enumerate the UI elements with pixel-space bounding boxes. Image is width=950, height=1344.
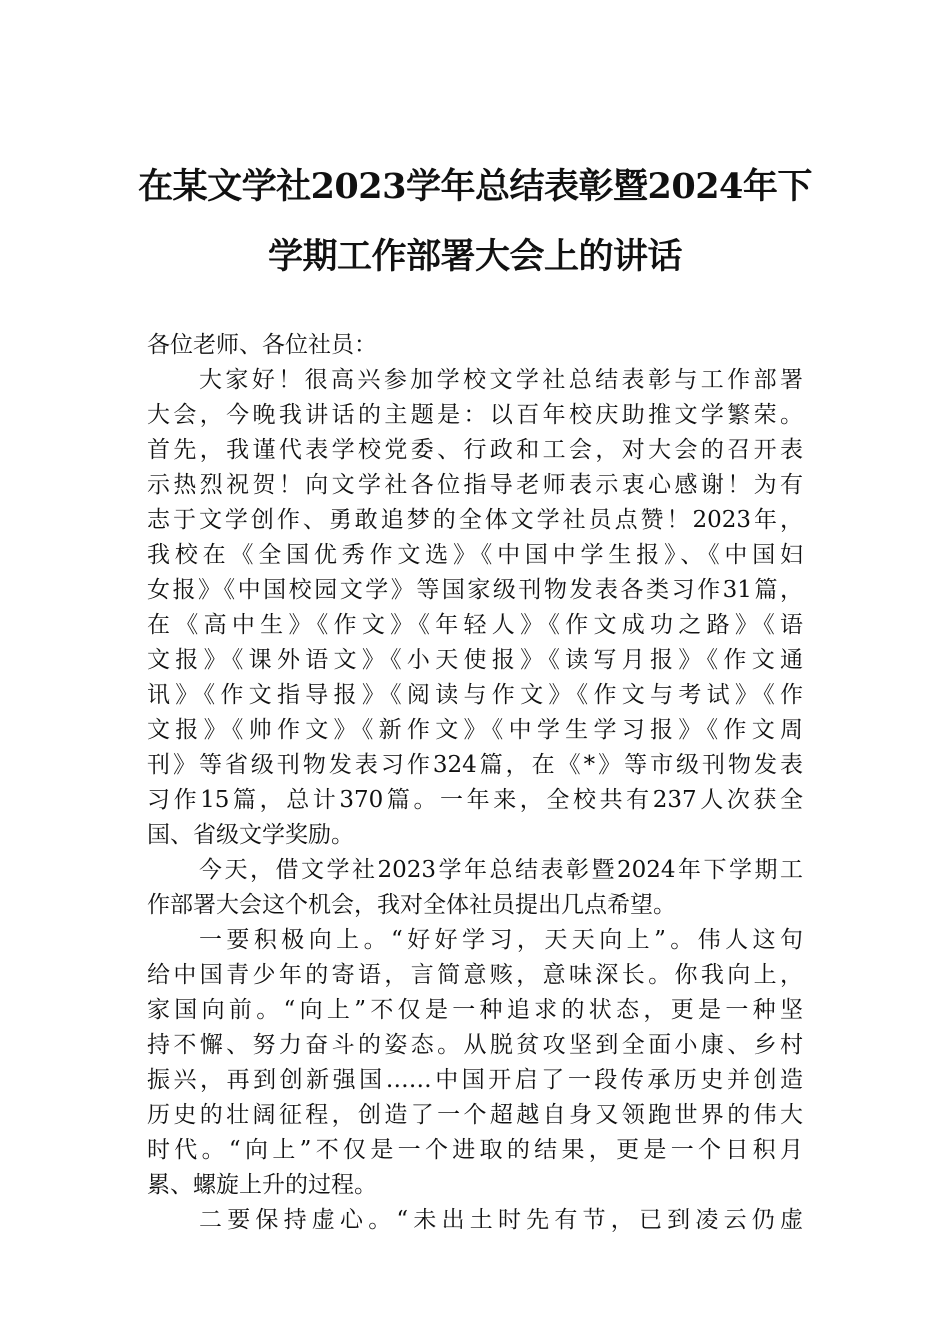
- body-line: 今天，借文学社2023学年总结表彰暨2024年下学期工: [199, 857, 803, 883]
- body-line: 刊》等省级刊物发表习作324篇，在《*》等市级刊物发表: [147, 752, 803, 778]
- salutation: 各位老师、各位社员：: [147, 332, 377, 358]
- body-line: 示热烈祝贺！向文学社各位指导老师表示衷心感谢！为有: [147, 472, 803, 498]
- body-line: 时代。“向上”不仅是一个进取的结果，更是一个日积月: [147, 1137, 803, 1163]
- body-line: 文报》《帅作文》《新作文》《中学生学习报》《作文周: [147, 717, 803, 743]
- body-line: 大会，今晚我讲话的主题是：以百年校庆助推文学繁荣。: [147, 402, 803, 428]
- body-line: 文报》《课外语文》《小天使报》《读写月报》《作文通: [147, 647, 803, 673]
- body-line: 大家好！很高兴参加学校文学社总结表彰与工作部署: [199, 367, 803, 393]
- body-line: 给中国青少年的寄语，言简意赅，意味深长。你我向上，: [147, 962, 803, 988]
- body-line: 国、省级文学奖励。: [147, 822, 354, 848]
- body-line: 历史的壮阔征程，创造了一个超越自身又领跑世界的伟大: [147, 1102, 803, 1128]
- body-line: 讯》《作文指导报》《阅读与作文》《作文与考试》《作: [147, 682, 803, 708]
- body-line: 习作15篇，总计370篇。一年来，全校共有237人次获全: [147, 787, 803, 813]
- body-line: 作部署大会这个机会，我对全体社员提出几点希望。: [147, 892, 676, 918]
- body-line: 家国向前。“向上”不仅是一种追求的状态，更是一种坚: [147, 997, 803, 1023]
- body-line: 在《高中生》《作文》《年轻人》《作文成功之路》《语: [147, 612, 803, 638]
- document-title-line-1: 在某文学社2023学年总结表彰暨2024年下: [138, 166, 812, 207]
- body-line: 二要保持虚心。“未出土时先有节，已到凌云仍虚: [199, 1207, 803, 1233]
- body-line: 我校在《全国优秀作文选》《中国中学生报》、《中国妇: [147, 542, 803, 568]
- body-line: 累、螺旋上升的过程。: [147, 1172, 377, 1198]
- body-line: 首先，我谨代表学校党委、行政和工会，对大会的召开表: [147, 437, 803, 463]
- body-line: 一要积极向上。“好好学习，天天向上”。伟人这句: [199, 927, 803, 953]
- body-line: 振兴，再到创新强国……中国开启了一段传承历史并创造: [147, 1067, 803, 1093]
- body-line: 志于文学创作、勇敢追梦的全体文学社员点赞！2023年，: [147, 507, 803, 533]
- body-line: 女报》《中国校园文学》等国家级刊物发表各类习作31篇，: [147, 577, 803, 603]
- document-title-line-2: 学期工作部署大会上的讲话: [267, 236, 682, 277]
- body-line: 持不懈、努力奋斗的姿态。从脱贫攻坚到全面小康、乡村: [147, 1032, 803, 1058]
